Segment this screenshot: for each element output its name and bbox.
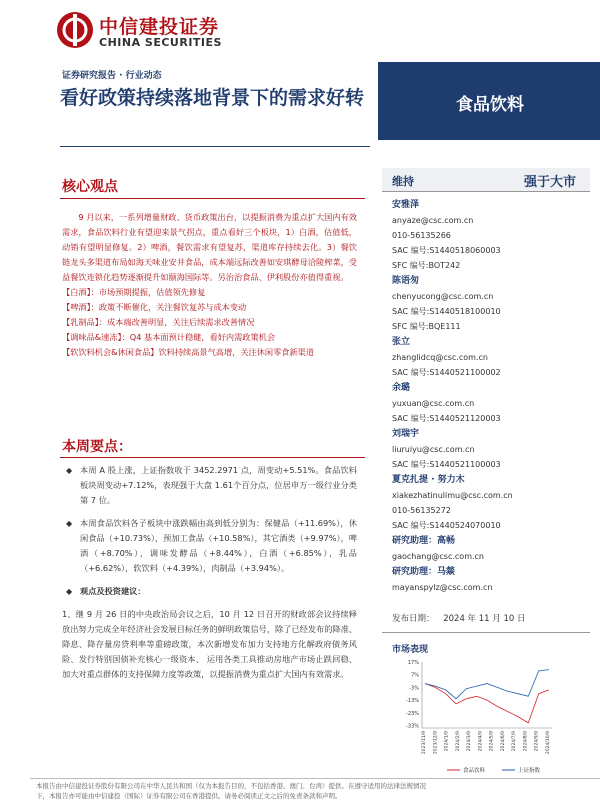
y-tick-label: -33% [406, 723, 419, 730]
analyst-detail[interactable]: liuruiyu@csc.com.cn [392, 445, 475, 454]
analyst-detail: SAC 编号:S1440521100002 [392, 368, 501, 377]
report-type: 证券研究报告 · 行业动态 [62, 71, 162, 81]
analyst-name: 安雅泽 [392, 200, 420, 210]
x-tick-label: 2023/11/9 [422, 731, 427, 755]
series-line-index [425, 670, 549, 699]
weekly-divider [60, 457, 365, 458]
summary-line-dairy: 【乳制品】：成本端改善明显，关注后续需求改善情况 [62, 317, 255, 327]
analyst-detail: SAC 编号:S1440518060003 [392, 246, 501, 255]
analyst-detail[interactable]: zhanglidcq@csc.com.cn [392, 353, 488, 362]
footer-line: 下，本报告亦可能由中信建投（国际）证券有限公司在香港提供。请务必阅读正文之后的免责条款和声明。 [36, 792, 342, 800]
y-tick-label: 17% [407, 660, 419, 666]
weekly-heading: 本周要点： [62, 439, 132, 455]
analyst-list [382, 197, 590, 595]
footer-line: 本报告由中信建投证券股份有限公司在中华人民共和国（仅为本报告目的，不包括香港、澳门、台湾）提供。在遵守适用的法律法规情况 [36, 782, 426, 790]
x-tick-label: 2024/1/9 [444, 731, 450, 752]
bullet-icon: ◆ [66, 587, 73, 596]
x-tick-label: 2024/3/9 [467, 731, 473, 752]
weekly-bullet-text: 观点及投资建议： [80, 586, 146, 596]
y-tick-label: -23% [406, 710, 419, 717]
analyst-detail: 010-56135272 [392, 506, 451, 515]
analyst-name: 夏克扎提 · 努力木 [392, 475, 465, 485]
x-tick-label: 2023/12/9 [433, 731, 439, 755]
x-tick-label: 2024/10/9 [546, 731, 551, 755]
title-divider [60, 146, 370, 147]
publish-date-value: 2024 年 11 月 10 日 [443, 614, 526, 624]
footer-disclaimer [36, 781, 596, 801]
summary-line-seasoning: 【调味品&速冻】：Q4 基本面预计稳健，看好内需政策机会 [62, 332, 276, 342]
sector-label: 食品饮料 [456, 95, 524, 115]
analyst-detail[interactable]: anyaze@csc.com.cn [392, 216, 474, 225]
weekly-block [62, 463, 357, 682]
x-tick-label: 2024/2/9 [455, 731, 461, 752]
analyst-name: 刘瑞宇 [392, 429, 420, 439]
x-tick-label: 2024/7/9 [512, 731, 518, 752]
summary-heading: 核心观点 [62, 179, 118, 195]
bullet-icon: ◆ [66, 519, 73, 528]
weekly-paragraph: 1、继 9 月 26 日的中央政治局会议之后，10 月 12 日召开的财政部会议持续释放出努力完成全年经济社会发展目标任务的鲜明政策信号，除了已经发布的降准、降息、降存量房贷利率等重磅政策，本次新增发布加力支持地方化解政府债务风险、发行特别国债补充核心一级资本、 运用各类工具推动房地产市场止跌回稳、加大对重点群体的支持保障力度等政策，以提振消费为重点扩大国内有效需求。 [62, 609, 357, 679]
bullet-icon: ◆ [66, 466, 73, 475]
x-tick-label: 2024/5/9 [489, 731, 495, 752]
rating-bar [382, 168, 590, 192]
summary-line-baijiu: 【白酒】：市场预期提振，估值领先修复 [62, 287, 206, 297]
analyst-detail: 010-56135266 [392, 231, 451, 240]
summary-line-beer: 【啤酒】：政策不断催化，关注餐饮复苏与成本变动 [62, 302, 247, 312]
publish-date [392, 612, 526, 624]
legend-label-food: 食品饮料 [463, 768, 486, 774]
y-tick-label: -13% [406, 698, 419, 705]
x-tick-label: 2024/9/9 [534, 731, 540, 752]
brand-logo-icon [55, 10, 95, 50]
x-tick-label: 2024/4/9 [478, 731, 484, 752]
analyst-detail: SFC 编号:BOT242 [392, 261, 461, 270]
analyst-name: 陈语匆 [392, 276, 420, 286]
brand-logo [55, 8, 245, 52]
analyst-detail: SAC 编号:S1440518100010 [392, 307, 501, 316]
analyst-detail[interactable]: chenyucong@csc.com.cn [392, 292, 494, 301]
brand-name-en: CHINA SECURITIES [99, 36, 222, 49]
weekly-bullet [62, 463, 357, 508]
analyst-detail: SAC 编号:S1440521100003 [392, 460, 501, 469]
market-heading: 市场表现 [392, 645, 429, 655]
analyst-detail: SFC 编号:BQE111 [392, 322, 461, 331]
weekly-bullet-text: 本周 A 股上涨，上证指数收于 3452.2971 点，周变动+5.51%。食品饮料板块周变动+7.12%，表现强于大盘 1.61个百分点，位居申万一级行业分类第 7 位。 [80, 465, 357, 505]
analyst-detail[interactable]: xiakezhatinulimu@csc.com.cn [392, 491, 513, 500]
analyst-name: 余璐 [392, 383, 411, 393]
summary-block [62, 210, 357, 360]
analyst-detail[interactable]: yuxuan@csc.com.cn [392, 399, 475, 408]
sector-banner [378, 62, 600, 140]
rating-value: 强于大市 [523, 175, 576, 190]
analyst-detail[interactable]: mayanspylz@csc.com.cn [392, 583, 493, 592]
y-tick-label: -3% [409, 685, 419, 692]
weekly-bullet [62, 584, 357, 599]
analyst-detail: SAC 编号:S1440521120003 [392, 414, 501, 423]
analyst-name: 研究助理：马燚 [392, 567, 456, 577]
x-tick-label: 2024/8/9 [523, 731, 529, 752]
analyst-name: 张立 [392, 337, 411, 347]
rating-action: 维持 [392, 175, 414, 188]
publish-date-label: 发布日期： [392, 614, 435, 624]
analyst-name: 研究助理：高畅 [392, 536, 456, 546]
y-tick-label: 7% [411, 672, 419, 679]
brand-name-cn: 中信建投证券 [99, 16, 220, 38]
summary-line-beverage: 【软饮料机会&休闲食品】饮料持续高景气高增，关注休闲零食新渠道 [62, 347, 315, 357]
analyst-detail: SAC 编号:S1440524070010 [392, 521, 501, 530]
market-chart [392, 656, 587, 776]
summary-divider [60, 198, 365, 199]
analyst-detail[interactable]: gaochang@csc.com.cn [392, 552, 484, 561]
x-tick-label: 2024/6/9 [500, 731, 506, 752]
summary-paragraph: 9 月以来，一系列增量财政、货币政策出台，以提振消费为重点扩大国内有效需求，食品饮料行业有望迎来景气拐点，重点看好三个板块，1）白酒，估值低，动销有望明显修复。2）啤酒，餐饮需求有望复苏，渠道库存持续去化。3）餐饮链龙头多渠道布局如海天味业安井食品，成本端远际改善如安琪酵母洽陵榨菜，受益餐饮连锁化趋势逐渐提升如颐海国际等。另治治食品、伊利股份亦值得重视。 [62, 212, 357, 282]
publish-divider [382, 632, 590, 633]
sidebar [382, 168, 590, 595]
weekly-bullet-text: 本周食品饮料各子板块中涨跌幅由高到低分别为：保健品（+11.69%），休闲食品（+10.73%），预加工食品（+10.58%），其它酒类（+9.97%），啤酒（+8.70%），调味发酵品（+8.44%），白酒（+6.85%），乳品（+6.62%），软饮料（+4.39%），肉制品（+3.94%）。 [80, 518, 357, 573]
footer-divider [30, 778, 600, 779]
weekly-bullet [62, 516, 357, 576]
report-title: 看好政策持续落地背景下的需求好转 [60, 87, 365, 109]
legend-label-index: 上证指数 [518, 768, 541, 774]
